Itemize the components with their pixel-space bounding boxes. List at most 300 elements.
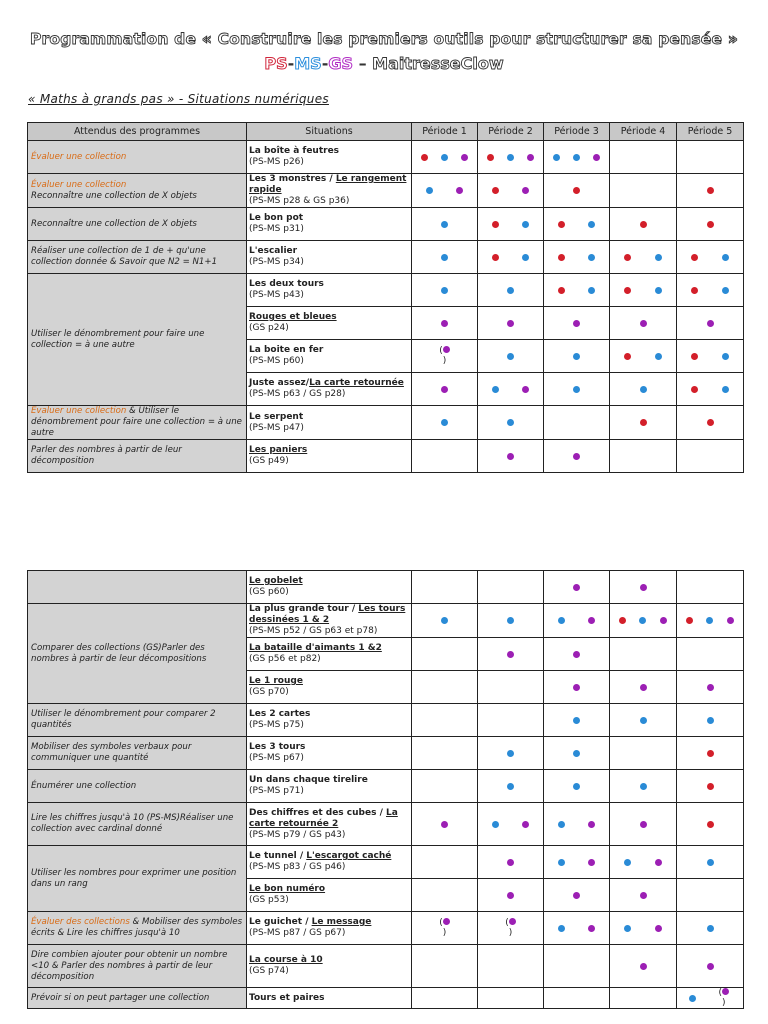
periode-cell: [412, 241, 478, 274]
table-row: [28, 945, 744, 988]
periode-cell: [677, 274, 744, 307]
dot-group: [414, 320, 475, 327]
dot-group: [480, 821, 541, 828]
purple-dot: [727, 617, 734, 624]
blue-dot: [441, 154, 448, 161]
attendu-cell: [28, 704, 247, 737]
dot-group: [546, 859, 607, 866]
table-row: [28, 440, 744, 473]
red-dot: [619, 617, 626, 624]
situation-cell: [247, 879, 412, 912]
situation-cell: [247, 638, 412, 671]
blue-dot: [558, 859, 565, 866]
periode-cell: [677, 704, 744, 737]
blue-dot: [441, 254, 448, 261]
situation-cell: [247, 770, 412, 803]
dot-group: [612, 353, 674, 360]
table-row: [28, 988, 744, 1009]
situation-text: Le bon pot: [249, 213, 304, 223]
situation-text: (PS-MS p83 / GS p46): [249, 862, 346, 872]
situation-text: (GS p74): [249, 966, 289, 976]
situation-text: (GS p49): [249, 456, 289, 466]
dot-group: [480, 783, 541, 790]
header-periode-1: Période 1: [412, 123, 478, 141]
dot-group: [679, 963, 741, 970]
purple-dot: [507, 892, 514, 899]
periode-cell: [677, 440, 744, 473]
periode-cell: [677, 879, 744, 912]
dot-group: [480, 651, 541, 658]
periode-cell: [412, 440, 478, 473]
blue-dot: [507, 783, 514, 790]
periode-cell: [412, 604, 478, 638]
periode-cell: [412, 274, 478, 307]
red-dot: [691, 254, 698, 261]
dot-group: [414, 918, 475, 938]
red-dot: [707, 750, 714, 757]
attendu-cell: [28, 912, 247, 945]
attendu-cell: [28, 274, 247, 406]
purple-dot: [441, 821, 448, 828]
blue-dot: [722, 353, 729, 360]
periode-cell: [677, 638, 744, 671]
periode-cell: [412, 373, 478, 406]
periode-cell: [677, 373, 744, 406]
situation-text: Le serpent: [249, 411, 304, 422]
blue-dot: [441, 617, 448, 624]
periode-cell: [610, 571, 677, 604]
red-dot: [686, 617, 693, 624]
situation-text: (PS-MS p52 / GS p63 et p78): [249, 626, 378, 636]
purple-dot: [573, 453, 580, 460]
attendu-cell: [28, 208, 247, 241]
purple-dot: [588, 617, 595, 624]
periode-cell: [544, 604, 610, 638]
table-row: [28, 274, 744, 307]
periode-cell: [478, 770, 544, 803]
blue-dot: [507, 419, 514, 426]
situation-text: Les 2 cartes: [249, 709, 311, 719]
periode-cell: [412, 988, 478, 1009]
author-name: MaitresseClow: [372, 54, 504, 73]
attendu-cell: [28, 737, 247, 770]
purple-dot: [588, 859, 595, 866]
situation-text: (PS-MS p60): [249, 356, 304, 366]
blue-dot: [573, 717, 580, 724]
blue-dot: [655, 254, 662, 261]
header-periode-4: Période 4: [610, 123, 677, 141]
purple-dot: [461, 154, 468, 161]
periode-cell: [478, 803, 544, 846]
periode-cell: [610, 988, 677, 1009]
periode-cell: [478, 638, 544, 671]
situation-text: La plus grande tour /: [249, 604, 359, 614]
attendu-cell: [28, 988, 247, 1009]
purple-dot: [707, 684, 714, 691]
dot-group: [480, 320, 541, 327]
periode-cell: [412, 406, 478, 440]
situation-cell: [247, 704, 412, 737]
situation-text: La boîte à feutres: [249, 146, 340, 156]
table-row: [28, 174, 744, 208]
dot-group: [612, 684, 674, 691]
purple-dot: [522, 821, 529, 828]
periode-cell: [677, 671, 744, 704]
situation-text: (PS-MS p26): [249, 157, 304, 167]
periode-cell: [412, 174, 478, 208]
situation-text: (PS-MS p34): [249, 257, 304, 267]
dot-group: [546, 187, 607, 194]
dot-group: [414, 221, 475, 228]
situation-text: Le 1 rouge: [249, 676, 303, 686]
attendu-text: Réaliser une collection de 1 de + qu'une collection donnée & Savoir que N2 = N1+1: [31, 246, 218, 267]
purple-dot: [522, 386, 529, 393]
periode-cell: [544, 704, 610, 737]
dot-group: [480, 617, 541, 624]
blue-dot: [558, 925, 565, 932]
periode-cell: [677, 141, 744, 174]
dot-group: [546, 287, 607, 294]
purple-dot: [655, 925, 662, 932]
periode-cell: [478, 340, 544, 373]
periode-cell: [610, 274, 677, 307]
purple-dot: [507, 651, 514, 658]
dot-group: [679, 617, 741, 624]
dot-group: [480, 918, 541, 938]
purple-dot: [443, 918, 450, 925]
red-dot: [492, 187, 499, 194]
situation-text: (PS-MS p43): [249, 290, 304, 300]
attendu-text: Prévoir si on peut partager une collection: [31, 992, 210, 1003]
dot-group: [612, 963, 674, 970]
situation-cell: [247, 945, 412, 988]
situation-text: L'escargot caché: [306, 851, 392, 861]
blue-dot: [707, 717, 714, 724]
red-dot: [492, 254, 499, 261]
periode-cell: [478, 912, 544, 945]
purple-dot: [640, 684, 647, 691]
periode-cell: [544, 671, 610, 704]
periode-cell: [610, 208, 677, 241]
dot-group: [480, 453, 541, 460]
optional-dot: (): [717, 988, 731, 1008]
periode-cell: [412, 208, 478, 241]
situation-text: La boite en fer: [249, 345, 324, 355]
situation-cell: [247, 406, 412, 440]
periode-cell: [677, 846, 744, 879]
blue-dot: [640, 717, 647, 724]
situation-cell: [247, 803, 412, 846]
dash: –: [353, 54, 373, 73]
red-dot: [624, 287, 631, 294]
table-row: [28, 406, 744, 440]
blue-dot: [507, 154, 514, 161]
level-ps: PS: [264, 54, 288, 73]
blue-dot: [722, 254, 729, 261]
periode-cell: [478, 406, 544, 440]
dot-group: [612, 386, 674, 393]
periode-cell: [610, 241, 677, 274]
dot-group: [679, 859, 741, 866]
blue-dot: [655, 287, 662, 294]
periode-cell: [412, 846, 478, 879]
situation-text: Un dans chaque tirelire: [249, 775, 368, 785]
situation-cell: [247, 571, 412, 604]
red-dot: [691, 287, 698, 294]
attendu-cell: [28, 406, 247, 440]
situation-text: (PS-MS p87 / GS p67): [249, 928, 346, 938]
dot-group: [679, 353, 741, 360]
periode-cell: [610, 406, 677, 440]
periode-cell: [412, 803, 478, 846]
dot-group: [546, 783, 607, 790]
blue-dot: [573, 154, 580, 161]
red-dot: [624, 353, 631, 360]
table-row: [28, 704, 744, 737]
periode-cell: [478, 440, 544, 473]
blue-dot: [507, 287, 514, 294]
dot-group: [612, 783, 674, 790]
situation-cell: [247, 373, 412, 406]
attendu-text: Dire combien ajouter pour obtenir un nombre <10 & Parler des nombres à partir de leur décomposition: [31, 949, 228, 982]
attendu-text: Utiliser le dénombrement pour comparer 2 quantités: [31, 709, 216, 730]
purple-dot: [640, 320, 647, 327]
dot-group: [546, 617, 607, 624]
attendu-text: Comparer des collections (GS)Parler des nombres à partir de leur décompositions: [31, 642, 207, 664]
dot-group: [612, 925, 674, 932]
dot-group: [679, 320, 741, 327]
table-row: [28, 803, 744, 846]
blue-dot: [573, 353, 580, 360]
dot-group: [546, 221, 607, 228]
situation-cell: [247, 604, 412, 638]
red-dot: [691, 353, 698, 360]
purple-dot: [588, 925, 595, 932]
periode-cell: [544, 340, 610, 373]
periode-cell: [412, 141, 478, 174]
periode-cell: [610, 440, 677, 473]
periode-cell: [677, 406, 744, 440]
periode-cell: [478, 571, 544, 604]
periode-cell: [610, 879, 677, 912]
table-row: [28, 571, 744, 604]
red-dot: [707, 783, 714, 790]
red-dot: [640, 419, 647, 426]
periode-cell: [610, 770, 677, 803]
dot-group: [480, 187, 541, 194]
situation-text: La carte retournée 2: [249, 807, 398, 829]
blue-dot: [558, 821, 565, 828]
attendu-text: Reconnaître une collection de X objets: [31, 190, 197, 201]
table-row: [28, 141, 744, 174]
situation-cell: [247, 208, 412, 241]
page-subtitle-levels: PS-MS-GS – MaitresseClow: [264, 54, 504, 73]
dot-group: [546, 386, 607, 393]
purple-dot: [456, 187, 463, 194]
situation-text: Le rangement rapide: [249, 174, 407, 195]
periode-cell: [544, 440, 610, 473]
red-dot: [691, 386, 698, 393]
periode-cell: [544, 737, 610, 770]
periode-cell: [677, 174, 744, 208]
dot-group: [679, 821, 741, 828]
dot-group: [480, 750, 541, 757]
purple-dot: [573, 584, 580, 591]
dot-group: [679, 386, 741, 393]
purple-dot: [527, 154, 534, 161]
purple-dot: [441, 320, 448, 327]
periode-cell: [544, 803, 610, 846]
programming-table-1: [27, 122, 744, 473]
purple-dot: [573, 651, 580, 658]
dot-group: [679, 187, 741, 194]
blue-dot: [588, 221, 595, 228]
dot-group: [679, 287, 741, 294]
periode-cell: [677, 340, 744, 373]
periode-cell: [610, 912, 677, 945]
situation-text: Tours et paires: [249, 992, 325, 1003]
periode-cell: [478, 373, 544, 406]
situation-text: Le tunnel /: [249, 851, 307, 861]
situation-text: (GS p56 et p82): [249, 654, 321, 664]
situation-cell: [247, 737, 412, 770]
attendu-text: Utiliser les nombres pour exprimer une position dans un rang: [31, 867, 237, 889]
purple-dot: [573, 684, 580, 691]
situation-text: (PS-MS p71): [249, 786, 304, 796]
periode-cell: [677, 770, 744, 803]
periode-cell: [412, 638, 478, 671]
dot-group: [480, 859, 541, 866]
situation-text: (PS-MS p28 & GS p36): [249, 196, 350, 206]
blue-dot: [492, 821, 499, 828]
table-row: [28, 737, 744, 770]
attendu-cell: [28, 770, 247, 803]
periode-cell: [544, 373, 610, 406]
attendu-cell: [28, 945, 247, 988]
dot-group: [679, 988, 741, 1008]
situation-text: (GS p24): [249, 323, 289, 333]
dot-group: [546, 925, 607, 932]
periode-cell: [610, 704, 677, 737]
purple-dot: [573, 892, 580, 899]
periode-cell: [412, 704, 478, 737]
purple-dot: [640, 584, 647, 591]
periode-cell: [478, 671, 544, 704]
situation-cell: [247, 141, 412, 174]
periode-cell: [478, 879, 544, 912]
periode-cell: [544, 846, 610, 879]
dot-group: [546, 154, 607, 161]
periode-cell: [677, 604, 744, 638]
periode-cell: [544, 208, 610, 241]
table-row: [28, 770, 744, 803]
blue-dot: [441, 419, 448, 426]
periode-cell: [544, 241, 610, 274]
periode-cell: [412, 671, 478, 704]
periode-cell: [544, 141, 610, 174]
blue-dot: [707, 859, 714, 866]
purple-dot: [509, 918, 516, 925]
blue-dot: [588, 254, 595, 261]
dot-group: [480, 386, 541, 393]
dot-group: [612, 859, 674, 866]
dot-group: [612, 821, 674, 828]
purple-dot: [593, 154, 600, 161]
red-dot: [707, 419, 714, 426]
situation-text: Rouges et bleues: [249, 312, 337, 322]
periode-cell: [677, 208, 744, 241]
blue-dot: [639, 617, 646, 624]
dot-group: [546, 254, 607, 261]
situation-cell: [247, 671, 412, 704]
situation-text: Le guichet /: [249, 917, 312, 927]
blue-dot: [624, 925, 631, 932]
purple-dot: [573, 320, 580, 327]
blue-dot: [522, 254, 529, 261]
optional-dot: (): [438, 346, 452, 366]
attendu-text: Parler des nombres à partir de leur décomposition: [31, 445, 182, 466]
blue-dot: [573, 783, 580, 790]
periode-cell: [412, 945, 478, 988]
dot-group: [414, 419, 475, 426]
red-dot: [492, 221, 499, 228]
attendu-cell: [28, 604, 247, 704]
periode-cell: [478, 945, 544, 988]
purple-dot: [640, 892, 647, 899]
level-ms: MS: [294, 54, 322, 73]
periode-cell: [478, 141, 544, 174]
red-dot: [487, 154, 494, 161]
periode-cell: [412, 770, 478, 803]
purple-dot: [588, 821, 595, 828]
periode-cell: [412, 340, 478, 373]
periode-cell: [677, 988, 744, 1009]
purple-dot: [655, 859, 662, 866]
periode-cell: [412, 912, 478, 945]
dot-group: [546, 353, 607, 360]
blue-dot: [553, 154, 560, 161]
periode-cell: [544, 945, 610, 988]
periode-cell: [544, 638, 610, 671]
table-row: [28, 604, 744, 638]
dot-group: [414, 254, 475, 261]
periode-cell: [610, 638, 677, 671]
dot-group: [480, 221, 541, 228]
dot-group: [679, 750, 741, 757]
purple-dot: [507, 859, 514, 866]
situation-cell: [247, 174, 412, 208]
situation-text: La bataille d'aimants 1 &2: [249, 643, 382, 653]
attendu-text: Mobiliser des symboles verbaux pour communiquer une quantité: [31, 742, 192, 763]
periode-cell: [677, 307, 744, 340]
dot-group: [480, 353, 541, 360]
dot-group: [414, 346, 475, 366]
blue-dot: [706, 617, 713, 624]
purple-dot: [660, 617, 667, 624]
situation-cell: [247, 307, 412, 340]
periode-cell: [544, 174, 610, 208]
situation-text: (GS p60): [249, 587, 289, 597]
red-dot: [558, 287, 565, 294]
blue-dot: [722, 386, 729, 393]
situation-cell: [247, 340, 412, 373]
dot-group: [546, 584, 607, 591]
header-periode-3: Période 3: [544, 123, 610, 141]
dot-group: [612, 892, 674, 899]
header-attendus: Attendus des programmes: [28, 123, 247, 141]
dot-group: [679, 419, 741, 426]
periode-cell: [544, 770, 610, 803]
